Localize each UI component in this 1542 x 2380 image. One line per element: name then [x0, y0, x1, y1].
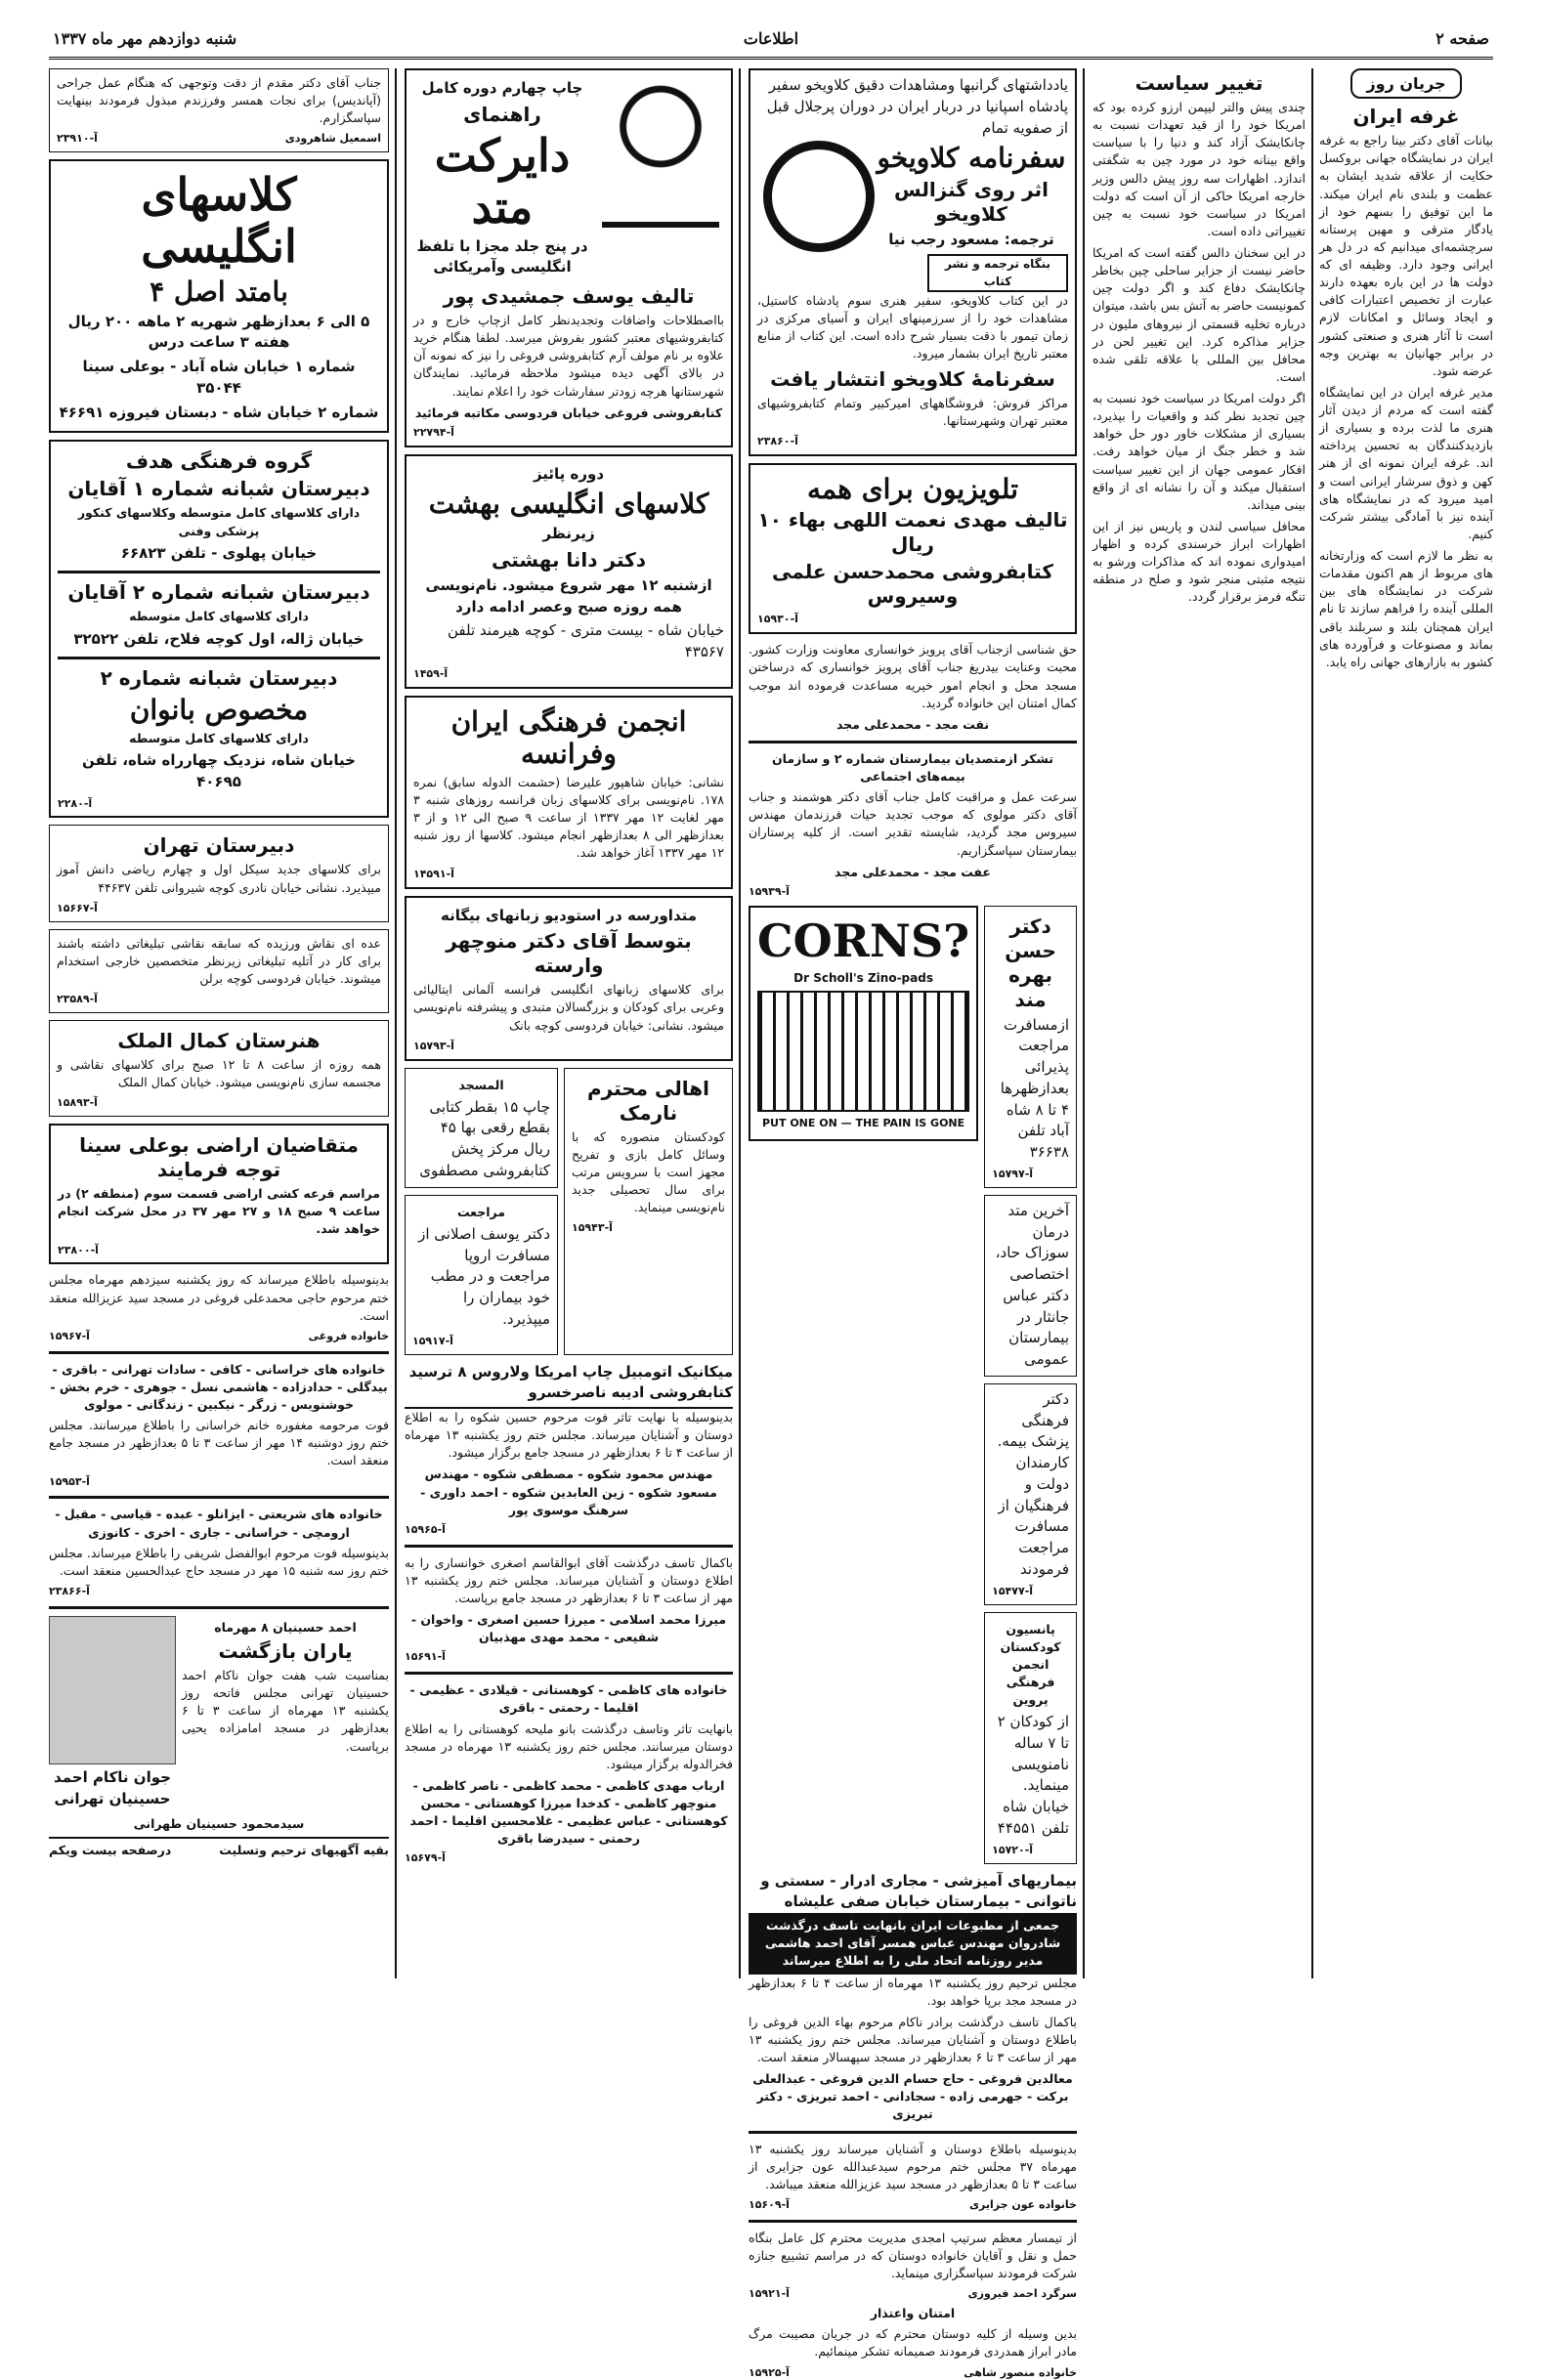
ghorfe-body-2: مدیر غرفه ایران در این نمایشگاه گفته است که مردم از دیدن آثار هنری ما لذت برده و بسیاری از بازدیدکنندگان به تحسین پرداخته اند. غرفه ایران نمونه ای از هنر کهن و ذوق سرشار ایرانی است و امید میرود که در نمایشگاه های آینده نیز با آمادگی بیشتر شرکت کنیم.	[1319, 384, 1493, 543]
column-rule	[395, 68, 397, 1978]
shariati-body: بدینوسیله فوت مرحوم ابوالفضل شریفی را باطلاع میرساند. مجلس ختم روز سه شنبه ۱۵ مهر در مسجد حاج عبدالحسین منعقد است.	[49, 1545, 389, 1580]
doctor-thanks: جناب آقای دکتر مقدم از دقت وتوجهی که هنگام عمل جراحی (آپاندیس) برای نجات همسر وفرزندم مبذول فرمودند بینهایت سپاسگزارم.	[57, 74, 381, 127]
ghorfe-body-3: به نظر ما لازم است که وزارتخانه های مربوط از هم اکنون مقدمات شرکت در نمایشگاه های بین المللی آینده را فراهم سازند تا نام ایران همچنان بلند و سربلند باقی بماند و مصنوعات و فرآورده های کشور به بازارهای جهانی راه یابد.	[1319, 547, 1493, 671]
school2-body: دارای کلاسهای کامل متوسطه	[58, 608, 380, 625]
ad-ref: آ-۱۵۶۶۷	[57, 901, 98, 916]
class-sub: زیرنظر	[413, 524, 724, 545]
direct-title: دایرکت متد	[413, 130, 591, 234]
ad-ref: آ-۱۵۹۲۱	[749, 2286, 790, 2302]
painter-ad	[49, 929, 389, 1013]
school1-title: دبیرستان شبانه شماره ۱ آقایان	[58, 477, 380, 501]
aminadeh: احمد حسینیان ۸ مهرماه	[182, 1619, 389, 1636]
studio-title: بتوسط آقای دکتر منوچهر وارسته	[413, 929, 724, 978]
translator: ترجمه: مسعود رجب نیا	[757, 230, 1068, 251]
ad-ref: آ-۱۵۸۹۳	[57, 1095, 98, 1111]
doctor-ads	[984, 906, 1077, 1871]
tv-subtitle: تالیف مهدی نعمت اللهی بهاء ۱۰ ریال	[757, 508, 1068, 557]
class-title: کلاسهای انگلیسی بهشت	[413, 488, 724, 521]
safarname-ad	[749, 68, 1077, 456]
column-editorial-right	[1319, 68, 1493, 1978]
corns-title: CORNS?	[757, 915, 969, 967]
esfahani-names: میرزا محمد اسلامی - میرزا حسین اصغری - واخوان - شفیعی - محمد مهدی مهذبیان	[405, 1611, 733, 1646]
emtenan-body: بدین وسیله از کلیه دوستان محترم که در جریان مصیبت مرگ مادر ابراز همدردی فرمودند صمیمانه تشکر مینمائیم.	[749, 2325, 1077, 2360]
modiriat-sign: سرگرد احمد فیروزی	[968, 2286, 1077, 2302]
tehran-body: برای کلاسهای جدید سیکل اول و چهارم ریاضی دانش آموز میپذیرد. نشانی خیابان نادری کوچه شیروانی تلفن ۴۴۶۳۷	[57, 861, 381, 896]
thanks-body: حق شناسی ازجناب آقای پرویز خوانساری معاونت وزارت کشور. محبت وعنایت بیدریغ جناب آقای پرویز خوانساری که درساختن مسجد محل و انجام امور خیریه مساعدت فرموده اند موجب کمال امتنان این خانواده گردید.	[749, 641, 1077, 712]
ad-ref: آ-۱۵۹۵۳	[49, 1474, 90, 1490]
bu-ali-ad	[49, 1124, 389, 1264]
taghir-body-4: محافل سیاسی لندن و پاریس نیز از این اظهارات ابراز خرسندی کرده و اظهار امیدواری نموده اند که مذاکرات ورشو به نتیجه مثبتی منجر شود و صلح در منطقه تنگه فرمز برقرار گردد.	[1092, 518, 1306, 607]
safarname-subtitle: اثر روی گنزالس کلاویخو	[757, 178, 1068, 227]
mourn3-body: بدینوسیله باطلاع دوستان و آشنایان میرساند روز یکشنبه ۱۳ مهرماه ۳۷ مجلس ختم مرحوم سیدعبدالله عون جزایری از ساعت ۳ تا ۵ بعدازظهر در مسجد سید عزیزالله منعقد میباشد.	[749, 2141, 1077, 2193]
ad-ref: آ-۱۵۹۶۷	[49, 1329, 90, 1344]
taghir-body: چندی پیش والتر لیپمن ارزو کرده بود که امریکا خود را از قید تعهدات نسبت به چانکایشک آزاد کند و دنیا را با سیاست واقع بینانه خود در مورد چین به شگفتی اندازد. اظهارات سه روز پیش دالس وزیر خارجه امریکا حاکی از آن است که دولت امریکا در سیاست خود نسبت به چین تغییراتی داده است.	[1092, 99, 1306, 240]
class-teacher: دکتر دانا بهشتی	[413, 548, 724, 573]
footer-page-ref: درصفحه بیست ویکم	[49, 1842, 171, 1859]
rooz-tag: جریان روز	[1350, 68, 1461, 99]
corns-ad	[749, 906, 978, 1871]
ad-ref: آ-۱۵۴۷۷	[992, 1584, 1033, 1599]
ad-ref: آ-۱۴۵۹	[413, 666, 448, 682]
column-ads-center-left	[405, 68, 733, 1978]
studio-body: برای کلاسهای زبانهای انگلیسی فرانسه آلمانی ایتالیائی وعربی برای کودکان و بزرگسالان متبدی و پیشرفته نام‌نویسی میشود. نشانی: خیابان فردوسی کوچه بانک	[413, 981, 724, 1034]
ad-ref: آ-۱۴۵۹۱	[413, 867, 454, 882]
english-classes-ad	[49, 159, 389, 433]
school3-body: دارای کلاسهای کامل متوسطه	[58, 730, 380, 747]
morajeat-title: مراجعت	[412, 1204, 550, 1221]
doctor-body: ازمسافرت مراجعت پذیرائی بعدازظهرها ۴ تا ۸ شاه آباد تلفن ۳۶۶۳۸	[992, 1015, 1069, 1164]
mourn2-names: معالدین فروغی - حاج حسام الدین فروغی - عبدالعلی برکت - جهرمی زاده - سجادانی - احمد تبریزی - دکتر تبریزی	[749, 2070, 1077, 2123]
safarname-intro: یادداشتهای گرانبها ومشاهدات دقیق کلاویخو سفیر پادشاه اسپانیا در دربار ایران در دوران پرجلال قبل از صفویه تمام	[757, 75, 1068, 139]
akharin-ad: آخرین متد درمان سوزاک حاد، اختصاصی دکتر عباس جانثار در بیمارستان عمومی	[984, 1195, 1077, 1377]
zino-pads-brand: Dr Scholl's Zino-pads	[757, 970, 969, 987]
doctor-thanks-ad	[49, 68, 389, 152]
doctor-title: دکتر حسن بهره مند	[992, 914, 1069, 1012]
kamal-title: هنرستان کمال الملک	[57, 1029, 381, 1053]
safarname-title: سفرنامه کلاویخو	[757, 142, 1068, 175]
ad-ref: آ-۱۵۹۳۰	[757, 612, 798, 627]
english-title: کلاسهای انگلیسی	[58, 169, 380, 273]
bu-ali-title: متقاضیان اراضی بوعلی سینا توجه فرمایند	[58, 1133, 380, 1182]
ad-ref: آ-۱۵۹۴۳	[572, 1220, 613, 1236]
english-branch-1: شماره ۱ خیابان شاه آباد - بوعلی سینا ۳۵۰۴۴	[58, 357, 380, 400]
masjed-ad	[405, 1068, 558, 1188]
thanks2-title: تشکر ازمتصدیان بیمارستان شماره ۲ و سازمان بیمه‌های اجتماعی	[749, 750, 1077, 786]
tehran-school-ad	[49, 825, 389, 921]
direct-method-ad	[405, 68, 733, 447]
kazemi-names-2: ارباب مهدی کاظمی - محمد کاظمی - ناصر کاظمی - منوچهر کاظمی - کدخدا میرزا کوهستانی - محسن کوهستانی - عباس عظیمی - غلامحسین اقلیما - احمد رحمتی - سیدرضا باقری	[405, 1777, 733, 1849]
kamal-ad	[49, 1020, 389, 1117]
taghir-body-2: در این سخنان دالس گفته است که امریکا حاضر نیست از جزایر ساحلی چین بخاطر چانکایشک دفاع کند و اگر دولت چین کمونیست حاضر به آتش بس باشد، میتوان درباره تخلیه قسمتی از نیروهای ملیون در جزایر مذاکره کرد. این تغییر لحن در محافل بین المللی با علاقه تلقی شده است.	[1092, 244, 1306, 386]
pansion-body: از کودکان ۲ تا ۷ ساله نامنویسی مینماید. خیابان شاه تلفن ۴۴۵۵۱	[992, 1712, 1069, 1840]
put-one-on-caption: PUT ONE ON — THE PAIN IS GONE	[757, 1116, 969, 1131]
ad-ref: آ-۱۵۹۲۵	[749, 2365, 790, 2380]
direct-author: تالیف یوسف جمشیدی پور	[413, 284, 724, 309]
school3-address: خیابان شاه، نزدیک چهارراه شاه، تلفن ۴۰۶۹۵	[58, 750, 380, 793]
english-body: ۵ الی ۶ بعدازظهر شهریه ۲ ماهه ۲۰۰ ریال هفته ۳ ساعت درس	[58, 312, 380, 355]
ad-ref: آ-۲۳۸۰۰	[58, 1243, 99, 1258]
thanks-sign: نقت مجد - محمدعلی مجد	[749, 716, 1077, 734]
school3-title: دبیرستان شبانه شماره ۲	[58, 666, 380, 691]
ad-ref: آ-۲۳۹۱۰	[57, 131, 98, 147]
masjed-title: المسجد	[412, 1077, 550, 1094]
ad-ref: آ-۱۵۷۹۳	[413, 1039, 454, 1054]
doctor-sign: اسمعیل شاهرودی	[285, 131, 381, 147]
direct-body: بااصطلاحات واضافات وتجدیدنظر کامل ازچاپ خارج و در کتابفروشیهای معتبر کشور بفروش میرسد. لطفا هنگام خرید علاوه بر نام مولف آرم کتابفروشی فروغی را نیز که نمونه آن در بالای آگهی دیده میشود ملاحظه فرمائید. نمایندگان شهرستانها هرچه زودتر سفارشات خود را اعلام نمایند.	[413, 312, 724, 401]
shokouh-names: مهندس محمود شکوه - مصطفی شکوه - مهندس مسعود شکوه - زین العابدین شکوه - احمد داوری - سرهنگ موسوی پور	[405, 1466, 733, 1518]
mourn3-sign: خانواده عون جزایری	[969, 2197, 1077, 2213]
naghashi-body: عده ای نقاش ورزیده که سابقه نقاشی تبلیغاتی داشته باشند برای کار در آتلیه تبلیغاتی زیرنظر متخصصین خارجی استخدام میشوند. خیابان فردوسی کوچه برلن	[57, 935, 381, 988]
column-rule	[1311, 68, 1313, 1978]
kazemi-names: خانواده های کاظمی - کوهستانی - قیلادی - عظیمی - اقلیما - رحمتی - باقری	[405, 1681, 733, 1717]
ad-ref: آ-۱۵۶۰۹	[749, 2197, 790, 2213]
direct-dist: کتابفروشی فروغی خیابان فردوسی مکاتبه فرمائید	[413, 404, 724, 422]
ad-ref: آ-۱۵۹۱۷	[412, 1334, 453, 1349]
emtenan-sign: خانواده منصور شاهی	[964, 2365, 1077, 2380]
shariati-names: خانواده های شریعتی - ایزانلو - عبده - قیاسی - مقبل - ارومچی - خراسانی - جاری - اخری - کانوزی	[49, 1506, 389, 1541]
mourn2-body: باکمال تاسف درگذشت برادر ناکام مرحوم بهاء الدین فروغی را باطلاع دوستان و آشنایان میرساند. مجلس ختم روز یکشنبه ۱۳ مهر از ساعت ۳ تا ۶ بعدازظهر در مسجد سپهسالار منعقد است.	[749, 2014, 1077, 2066]
class-head: دوره پائیز	[413, 464, 724, 486]
portrait-photo	[49, 1616, 176, 1764]
taghir-body-3: اگر دولت امریکا در سیاست خود نسبت به چین تجدید نظر کند و واقعیات را بپذیرد، بسیاری از مشکلات خاور دور حل خواهد شد و خطر جنگ از میان خواهد رفت. افکار عمومی جهان از این تغییر سیاست استقبال میکند و آن را نشانه ای از واقع بینی میداند.	[1092, 390, 1306, 514]
column-editorial-left	[1092, 68, 1306, 1978]
column-ads-left	[49, 68, 389, 1978]
globe-emblem-icon	[602, 75, 719, 228]
ghorfe-title: غرفه ایران	[1319, 105, 1493, 129]
school2-title: دبیرستان شبانه شماره ۲ آقایان	[58, 580, 380, 605]
paper-name: اطلاعات	[49, 29, 1493, 48]
morajeat-body: دکتر یوسف اصلانی از مسافرت اروپا مراجعت و در مطب خود بیماران را میپذیرد.	[412, 1224, 550, 1331]
class-body: ازشنبه ۱۲ مهر شروع میشود. نام‌نویسی همه روزه صبح وعصر ادامه دارد	[413, 575, 724, 618]
hadaf-title: گروه فرهنگی هدف	[58, 449, 380, 474]
ad-ref: آ-۱۵۹۶۵	[405, 1522, 446, 1538]
anjoman-body: نشانی: خیابان شاهپور علیرضا (حشمت الدوله سابق) نمره ۱۷۸. نام‌نویسی برای کلاسهای زبان فرانسه روزهای شنبه ۳ مهر لغایت ۱۲ مهر ۱۳۳۷ از ساعت ۹ صبح الی ۱۲ و از ۳ بعدازظهر الی ۸ بعدازظهر انجام میشود. کلاسها از روز شنبه ۱۲ مهر ۱۳۳۷ آغاز خواهد شد.	[413, 774, 724, 863]
school1-body: دارای کلاسهای کامل متوسطه وکلاسهای کنکور پزشکی وفنی	[58, 504, 380, 539]
thanks2-sign: عفت مجد - محمدعلی مجد	[749, 864, 1077, 881]
yaran-title: یاران بازگشت	[182, 1639, 389, 1664]
studio-ad	[405, 896, 733, 1061]
mourn-body: مجلس ترحیم روز یکشنبه ۱۳ مهرماه از ساعت ۴ تا ۶ بعدازظهر در مسجد مجد برپا خواهد بود.	[749, 1975, 1077, 2010]
pansion-title: پانسیون کودکستان انجمن فرهنگی پروین	[992, 1621, 1069, 1710]
english-subtitle: بامتد اصل ۴	[58, 276, 380, 309]
school1-address: خیابان پهلوی - تلفن ۶۶۸۲۳	[58, 543, 380, 565]
morajeat-ad	[405, 1195, 558, 1355]
ad-ref: آ-۱۵۷۲۰	[992, 1843, 1033, 1858]
farhangi-ad: دکتر فرهنگی پزشک بیمه. کارمندان دولت و فرهنگیان از مسافرت مراجعت فرمودند	[992, 1389, 1069, 1581]
shokouh-body: بدینوسیله با نهایت تاثر فوت مرحوم حسین شکوه را به اطلاع دوستان و آشنایان میرساند. مجلس ختم روز یکشنبه ۱۳ مهرماه از ساعت ۴ تا ۶ بعدازظهر در مسجد جامع برگزار میشود.	[405, 1409, 733, 1462]
tehran-title: دبیرستان تهران	[57, 833, 381, 858]
direct-chap: چاپ چهارم دوره کامل	[413, 78, 591, 100]
ghorfe-body: بیانات آقای دکتر بینا راجع به غرفه ایران در نمایشگاه جهانی بروکسل حکایت از علاقه شدید ایشان به عظمت و بلندی نام ایران میکند. ما این توفیق را بسهم خود از یادگار مترقی و مهین پرستانه سرچشمه‌ای میدانیم که در دل هر ایرانی وجود دارد. وظیفه ای که دولت ها در این باره بعهده دارند عبارت از تخصیص اعتبارات کافی و ایجاد وسائل و امکانات لازم است تا آثار هنری و صنعتی کشور در برابر جهانیان به بهترین وجه عرضه شود.	[1319, 132, 1493, 380]
direct-volumes: در پنج جلد مجزا با تلفظ انگلیسی وآمریکائی	[413, 236, 591, 279]
tv-seller: کتابفروشی محمدحسن علمی وسیروس	[757, 560, 1068, 609]
mourn-header: جمعی از مطبوعات ایران بانهایت تاسف درگذشت شادروان مهندس عباس همسر آقای احمد هاشمی مدیر روزنامه اتحاد ملی را به اطلاع میرساند	[749, 1913, 1077, 1974]
behesht-class-ad	[405, 454, 733, 689]
anjoman-title: انجمن فرهنگی ایران وفرانسه	[413, 705, 724, 771]
hospital-notice: بیماریهای آمیزشی - مجاری ادرار - سستی و ناتوانی - بیمارستان خیابان صفی علیشاه	[749, 1871, 1077, 1914]
masjed-body: چاپ ۱۵ بقطر کتابی بقطع رقعی بها ۴۵ ریال مرکز پخش کتابفروشی مصطفوی	[412, 1097, 550, 1182]
hadaf-schools-ad	[49, 440, 389, 818]
ahali-title: اهالی محترم نارمک	[572, 1077, 725, 1126]
thanks2-body: سرعت عمل و مراقبت کامل جناب آقای دکتر هوشمند و جناب آقای دکتر مولوی که موجب تجدید حیات فرزندمان مهندس سیروس مجد گردید، شایسته تقدیر است. از کلیه پرستاران بیمارستان سپاسگزاریم.	[749, 788, 1077, 860]
masthead	[49, 18, 1493, 60]
siz-sign: خانواده فروغی	[309, 1329, 389, 1344]
ad-ref: آ-۲۲۷۹۴	[413, 425, 454, 441]
tv-ad	[749, 463, 1077, 635]
foot-illustration-icon	[757, 991, 969, 1112]
yaran-body: بمناسبت شب هفت جوان ناکام احمد حسینیان تهرانی مجلس فاتحه روز یکشنبه ۱۳ مهرماه از ساعت ۳ تا ۶ بعدازظهر در مسجد امامزاده یحیی برپاست.	[182, 1667, 389, 1756]
modiriat-body: از تیمسار معظم سرتیپ امجدی مدیریت محترم کل عامل بنگاه حمل و نقل و آقایان خانواده دوستان که در مراسم تشییع جنازه شرکت فرمودند سپاسگزاری مینماید.	[749, 2230, 1077, 2282]
car-ad: میکانیک اتومبیل چاپ امریکا ولاروس ۸ ترسید کتابفروشی ادیبه ناصرخسرو	[405, 1362, 733, 1410]
safarname-published: سفرنامهٔ کلاویخو انتشار یافت	[757, 367, 1068, 392]
siz-body: بدینوسیله باطلاع میرساند که روز یکشنبه سیزدهم مهرماه مجلس ختم مرحوم حاجی محمدعلی فروغی در مسجد سید عزیزالله منعقد است.	[49, 1271, 389, 1324]
narmak-ad	[564, 1068, 733, 1355]
footer-continued: بقیه آگهیهای ترحیم وتسلیت	[219, 1842, 389, 1859]
studio-intro: متداورسه در استودیو زبانهای بیگانه	[413, 906, 724, 927]
publisher-logo-icon	[763, 141, 875, 252]
publisher-badge: بنگاه ترجمه و نشر کتاب	[927, 254, 1068, 292]
yaran-sign: سیدمحمود حسینیان طهرانی	[49, 1815, 389, 1833]
emtenan-title: امتنان واعتذار	[749, 2305, 1077, 2322]
tv-title: تلویزیون برای همه	[757, 473, 1068, 506]
taghir-title: تغییر سیاست	[1092, 71, 1306, 96]
ahali-body: کودکستان منصوره که با وسائل کامل بازی و تفریح مجهز است با سرویس مرتب برای سال تحصیلی جدید نام‌نویسی مینماید.	[572, 1128, 725, 1217]
ad-ref: آ-۱۵۶۷۹	[405, 1850, 446, 1866]
column-rule	[739, 68, 741, 1978]
column-rule	[1083, 68, 1085, 1978]
esfahani-body: باکمال تاسف درگذشت آقای ابوالقاسم اصغری خوانساری را به اطلاع دوستان و آشنایان میرساند. مجلس ختم روز یکشنبه ۱۳ مهر از ساعت ۳ تا ۶ بعدازظهر در مسجد جامع برپاست.	[405, 1554, 733, 1607]
class-address: خیابان شاه - بیست متری - کوچه هیرمند تلفن ۴۳۵۶۷	[413, 620, 724, 663]
page-label: صفحه ۲	[1435, 29, 1489, 48]
ad-ref: آ-۱۵۹۳۹	[749, 884, 790, 900]
ad-ref: آ-۲۳۵۸۹	[57, 992, 98, 1007]
khorasani-body: فوت مرحومه مغفوره خانم خراسانی را باطلاع میرسانند. مجلس ختم روز دوشنبه ۱۴ مهر از ساعت ۳ تا ۵ بعدازظهر در مسجد جامع منعقد است.	[49, 1417, 389, 1469]
issue-date: شنبه دوازدهم مهر ماه ۱۳۳۷	[53, 29, 236, 48]
ad-ref: آ-۱۵۷۹۷	[992, 1167, 1033, 1182]
safarname-centers: مراکز فروش: فروشگاههای امیرکبیر وتمام کتابفروشیهای معتبر تهران وشهرستانها.	[757, 395, 1068, 430]
kamal-body: همه روزه از ساعت ۸ تا ۱۲ صبح برای کلاسهای نقاشی و مجسمه سازی نام‌نویسی میشود. خیابان کمال الملک	[57, 1056, 381, 1091]
kazemi-body: بانهایت تاثر وتاسف درگذشت بانو ملیحه کوهستانی را به اطلاع دوستان میرسانند. مجلس ختم روز یکشنبه ۱۳ مهرماه در مسجد فخرالدوله برگزار میشود.	[405, 1721, 733, 1773]
school2-address: خیابان ژاله، اول کوچه فلاح، تلفن ۳۲۵۲۲	[58, 629, 380, 651]
safarname-body: در این کتاب کلاویخو، سفیر هنری سوم پادشاه کاستیل، مشاهدات خود را از سرزمینهای ایران و آسیای مرکزی در زمان تیمور با دقت بسیار شرح داده است. این کتاب از منابع معتبر تاریخ ایران بشمار میرود.	[757, 292, 1068, 363]
bu-ali-body: مراسم قرعه کشی اراضی قسمت سوم (منطقه ۲) در ساعت ۹ صبح ۱۸ و ۲۷ مهر ۳۷ در محل شرکت انجام خواهد شد.	[58, 1185, 380, 1238]
anjoman-ad	[405, 696, 733, 889]
school3-subtitle: مخصوص بانوان	[58, 694, 380, 727]
photo-caption: جوان ناکام احمد حسینیان تهرانی	[49, 1767, 176, 1810]
direct-rahnama: راهنمای	[413, 103, 591, 127]
column-ads-center-right	[749, 68, 1077, 1978]
ad-ref: آ-۲۲۸۰	[58, 796, 92, 812]
english-branch-2: شماره ۲ خیابان شاه - دبستان فیروزه ۴۶۶۹۱	[58, 403, 380, 424]
ad-ref: آ-۲۳۸۶۶	[49, 1584, 90, 1599]
khorasani-names: خانواده های خراسانی - کافی - سادات تهرانی - باقری - بیدگلی - حدادزاده - هاشمی نسل - جوهری - خرم بخش - خوشنویس - زرگر - نیکبین - زندگانی - مولوی	[49, 1361, 389, 1414]
ad-ref: آ-۲۳۸۶۰	[757, 434, 798, 449]
ad-ref: آ-۱۵۶۹۱	[405, 1649, 446, 1665]
